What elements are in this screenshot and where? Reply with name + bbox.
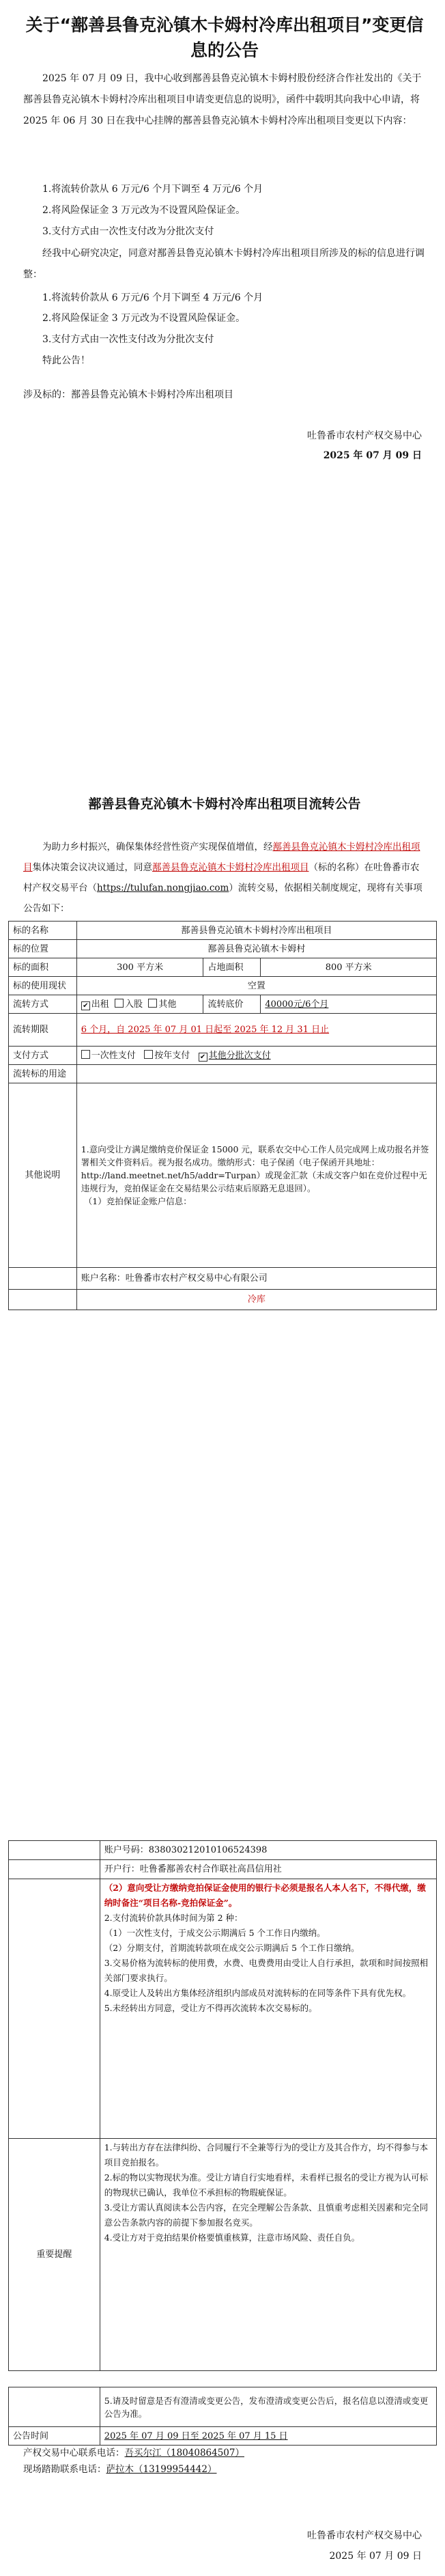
bank-name: 开户行：吐鲁番鄯善农村合作联社高昌信用社 <box>100 1860 436 1879</box>
empty-cell <box>9 1841 100 1860</box>
option-label: 其他 <box>158 999 177 1010</box>
account-name: 账户名称：吐鲁番市农村产权交易中心有限公司 <box>76 1268 436 1290</box>
label-cell: 标的使用现状 <box>9 977 77 995</box>
intro-text: （标的名称）在吐鲁番市农村产权交易平台（ <box>23 862 420 894</box>
deposit-note: 1.意向受让方满足缴纳竞价保证金 15000 元，联系农交中心工作人员完成网上成功报名并签署相关文件资料后。视为报名成功。缴纳形式：电子保函（电子保函开具地址：http://land.meetnet.net/h5/addr=Turpan）或现金汇款（未成交客户如在竞价过程中无违规行为，竞拍保证金在交易结果公示结束后原路无息退回）。 <box>81 1144 429 1193</box>
warning-item: 5.请及时留意是否有澄清或变更公告，发布澄清或变更公告后，报名信息以澄清或变更公告为准。 <box>100 2387 436 2427</box>
warning-item: 3.受让方需认真阅读本公告内容，在完全理解公告条款、且慎重考虑相关因素和完全同意公告条款内容的前提下参加报名竞买。 <box>104 2202 429 2228</box>
pay-options <box>76 1047 436 1065</box>
intro-text: 为助力乡村振兴，确保集体经营性资产实现保值增值，经 <box>42 842 273 853</box>
transfer-note: 5.未经转出方同意，受让方不得再次流转本次交易标的。 <box>104 2003 317 2013</box>
payment-time: 2.支付流转价款具体时间为第 2 种： <box>104 1913 243 1923</box>
label-cell: 流转方式 <box>9 995 77 1014</box>
mode-options <box>76 995 203 1014</box>
label-cell: 流转底价 <box>203 995 261 1014</box>
label-cell: 标的位置 <box>9 940 77 958</box>
option-label: 按年支付 <box>154 1050 190 1061</box>
contact-label: 现场踏勘联系电话： <box>23 2464 106 2475</box>
checkbox-icon[interactable] <box>81 1050 90 1059</box>
checkbox-icon[interactable] <box>148 999 157 1008</box>
label-cell: 流转期限 <box>9 1014 77 1047</box>
label-cell: 支付方式 <box>9 1047 77 1065</box>
project-info-table <box>8 921 437 1310</box>
checkbox-icon[interactable] <box>115 999 124 1008</box>
label-cell: 流转标的用途 <box>9 1065 77 1083</box>
notice1-decision: 经我中心研究决定，同意对鄯善县鲁克沁镇木卡姆村冷库出租项目所涉及的标的信息进行调整： <box>23 248 425 280</box>
value-cell: 800 平方米 <box>261 958 437 977</box>
contact-phone[interactable]: 萨拉木（13199954442） <box>106 2464 217 2475</box>
warning-item: 4.受让方对于竞拍结果价格要慎重核算，注意市场风险、责任自负。 <box>104 2232 360 2243</box>
option-label: 入股 <box>125 999 143 1010</box>
label-cell: 公告时间 <box>9 2427 100 2446</box>
value-cell: 300 平方米 <box>76 958 203 977</box>
contact-phone[interactable]: 吾买尔江（18040864507） <box>124 2448 244 2459</box>
intro-text: ）流转交易，依据相关制度规定，现将有关事项公告如下： <box>23 883 422 914</box>
empty-cell <box>9 2387 100 2427</box>
notice1-date: 2025 年 07 月 09 日 <box>323 450 422 461</box>
payment-option: （2）分期支付，首期流转款项在成交公示期满后 5 个工作日缴纳。 <box>104 1943 360 1953</box>
change-item: 3.支付方式由一次性支付改为分批次支付 <box>42 226 214 237</box>
continuation-table <box>8 1840 437 2371</box>
period-value: 2025 年 07 月 09 日至 2025 年 07 月 15 日 <box>100 2427 436 2446</box>
priority-note: 4.原受让人及转出方集体经济组织内部成员对流转标的在同等条件下具有优先权。 <box>104 1988 412 1998</box>
value-cell <box>76 1065 436 1083</box>
empty-cell <box>9 1290 77 1310</box>
notice3-org: 吐鲁番市农村产权交易中心 <box>307 2530 422 2541</box>
change-item: 2.将风险保证金 3 万元改为不设置风险保证金。 <box>42 205 246 216</box>
other-notes <box>76 1083 436 1268</box>
checkbox-checked-icon[interactable]: ✔ <box>199 1053 207 1062</box>
contact-line <box>23 2446 426 2461</box>
option-label: 一次性支付 <box>91 1050 136 1061</box>
change-item: 1.将流转价款从 6 万元/6 个月下调至 4 万元/6 个月 <box>42 184 263 195</box>
account-number: 账户号码：838030212010106524398 <box>100 1841 436 1860</box>
value-cell: 鄯善县鲁克沁镇木卡姆村 <box>76 940 436 958</box>
notice3-date: 2025 年 07 月 09 日 <box>329 2551 422 2562</box>
empty-cell <box>9 1879 100 2139</box>
notice1-paragraph: 2025 年 07 月 09 日，我中心收到鄯善县鲁克沁镇木卡姆村股份经济合作社发出的《关于鄯善县鲁克沁镇木卡姆村冷库出租项目申请变更信息的说明》，函件中载明其向我中心申请，将 2025 年 06 月 30 日在我中心挂牌的鄯善县鲁克沁镇木卡姆村冷库出租项目变更以下内容： <box>23 73 422 126</box>
warning-list <box>100 2139 436 2371</box>
notice2-intro <box>23 837 426 919</box>
project-name: 鄯善县鲁克沁镇木卡姆村冷库出租项目 <box>152 862 309 873</box>
label-cell: 标的面积 <box>9 958 77 977</box>
empty-cell <box>9 1860 100 1879</box>
notice1-title: 关于“鄯善县鲁克沁镇木卡姆村冷库出租项目”变更信息的公告 <box>25 15 424 60</box>
notice2-title: 鄯善县鲁克沁镇木卡姆村冷库出租项目流转公告 <box>88 797 361 812</box>
value-cell: 40000元/6个月 <box>261 995 437 1014</box>
deposit-account-heading: （1）竞拍保证金账户信息： <box>83 1196 192 1206</box>
project-name: 鄯善县鲁克沁镇木卡姆村冷库出租项目 <box>23 842 420 873</box>
value-cell: 鄯善县鲁克沁镇木卡姆村冷库出租项目 <box>76 922 436 940</box>
deposit-requirement: （2）意向受让方缴纳竞拍保证金使用的银行卡必须是报名人本人名下，不得代缴，缴纳时备注“项目名称-竞拍保证金”。 <box>104 1883 426 1908</box>
special-notice: 特此公告！ <box>42 355 90 366</box>
checkbox-checked-icon[interactable]: ✔ <box>81 1001 90 1010</box>
notice1-org: 吐鲁番市农村产权交易中心 <box>307 430 422 441</box>
empty-cell <box>9 1268 77 1290</box>
intro-text: 集体决策会议决议通过，同意 <box>32 862 152 873</box>
payment-terms <box>100 1879 436 2139</box>
warning-item: 1.与转出方存在法律纠纷、合同履行不全兼等行为的受让方及其合作方，均不得参与本项目竞拍报名。 <box>104 2142 429 2168</box>
option-label: 其他分批次支付 <box>208 1050 271 1061</box>
label-cell: 占地面积 <box>203 958 261 977</box>
value-cell: 6 个月，自 2025 年 07 月 01 日起至 2025 年 12 月 31 日止 <box>76 1014 436 1047</box>
checkbox-icon[interactable] <box>144 1050 153 1059</box>
payment-option: （1）一次性支付，于成交公示期满后 5 个工作日内缴纳。 <box>104 1928 326 1938</box>
notice1-subject: 涉及标的：鄯善县鲁克沁镇木卡姆村冷库出租项目 <box>23 389 233 400</box>
value-cell: 空置 <box>76 977 436 995</box>
option-label: 出租 <box>91 999 109 1010</box>
adjust-item: 3.支付方式由一次性支付改为分批次支付 <box>42 334 214 345</box>
contact-label: 产权交易中心联系电话： <box>23 2448 125 2459</box>
remark-cell: 冷库 <box>76 1290 436 1310</box>
label-cell: 标的名称 <box>9 922 77 940</box>
adjust-item: 1.将流转价款从 6 万元/6 个月下调至 4 万元/6 个月 <box>42 292 263 303</box>
announcement-table <box>8 2387 437 2446</box>
platform-link[interactable]: https://tulufan.nongjiao.com <box>97 883 229 894</box>
label-cell: 其他说明 <box>9 1083 77 1268</box>
contact-line <box>23 2462 426 2477</box>
price-note: 3.交易价格为流转标的使用费，水费、电费费用由受让人自行承担，款项和时间按照相关部门要求执行。 <box>104 1958 429 1983</box>
warning-item: 2.标的物以实物现状为准。受让方请自行实地看样，未看样已报名的受让方视为认可标的物现状已确认，我单位不承担标的物瑕疵保证。 <box>104 2172 429 2198</box>
warning-label: 重要提醒 <box>9 2139 100 2371</box>
adjust-item: 2.将风险保证金 3 万元改为不设置风险保证金。 <box>42 313 246 324</box>
